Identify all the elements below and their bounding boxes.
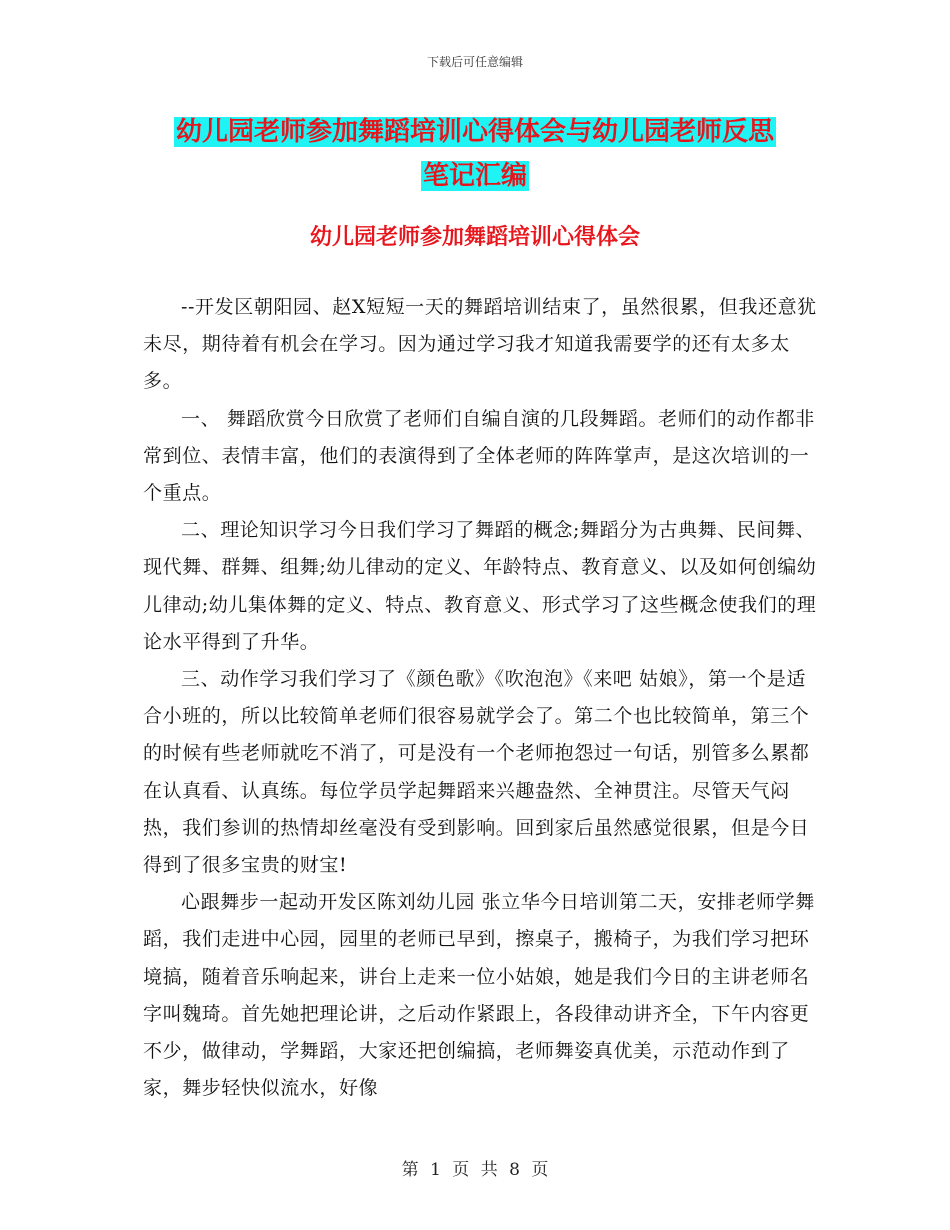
document-title-line-1: 幼儿园老师参加舞蹈培训心得体会与幼儿园老师反思 bbox=[175, 117, 774, 147]
document-title bbox=[0, 110, 950, 198]
paragraph-intro: --开发区朝阳园、赵X短短一天的舞蹈培训结束了，虽然很累，但我还意犹未尽，期待着有机会在学习。因为通过学习我才知道我需要学的还有太多太多。 bbox=[143, 296, 817, 393]
document-body bbox=[143, 289, 823, 1107]
section-title: 幼儿园老师参加舞蹈培训心得体会 bbox=[309, 224, 640, 250]
paragraph-second-day: 心跟舞步一起动开发区陈刘幼儿园 张立华今日培训第二天，安排老师学舞蹈，我们走进中心园，园里的老师已早到，擦桌子，搬椅子，为我们学习把环境搞，随着音乐响起来，讲台上走来一位小姑娘，她是我们今日的主讲老师名字叫魏琦。首先她把理论讲，之后动作紧跟上，各段律动讲齐全，下午内容更不少，做律动，学舞蹈，大家还把创编搞，老师舞姿真优美，示范动作到了家，舞步轻快似流水，好像 bbox=[143, 891, 815, 1100]
page-footer: 第 1 页 共 8 页 bbox=[401, 1160, 549, 1180]
paragraph-movement-study: 三、动作学习我们学习了《颜色歌》《吹泡泡》《来吧 姑娘》，第一个是适合小班的，所以比较简单老师们很容易就学会了。第二个也比较简单，第三个的时候有些老师就吃不消了，可是没有一个老师抱怨过一句话，别管多么累都在认真看、认真练。每位学员学起舞蹈来兴趣盎然、全神贯注。尽管天气闷热，我们参训的热情却丝毫没有受到影响。回到家后虽然感觉很累，但是今日得到了很多宝贵的财宝! bbox=[143, 668, 810, 877]
document-title-line-2: 笔记汇编 bbox=[422, 161, 527, 191]
paragraph-dance-appreciation: 一、 舞蹈欣赏今日欣赏了老师们自编自演的几段舞蹈。老师们的动作都非常到位、表情丰富，他们的表演得到了全体老师的阵阵掌声，是这次培训的一个重点。 bbox=[143, 407, 815, 505]
page-header-note: 下载后可任意编辑 bbox=[426, 55, 523, 69]
paragraph-theory-study: 二、理论知识学习今日我们学习了舞蹈的概念;舞蹈分为古典舞、民间舞、现代舞、群舞、组舞;幼儿律动的定义、年龄特点、教育意义、以及如何创编幼儿律动;幼儿集体舞的定义、特点、教育意义、形式学习了这些概念使我们的理论水平得到了升华。 bbox=[143, 519, 817, 653]
